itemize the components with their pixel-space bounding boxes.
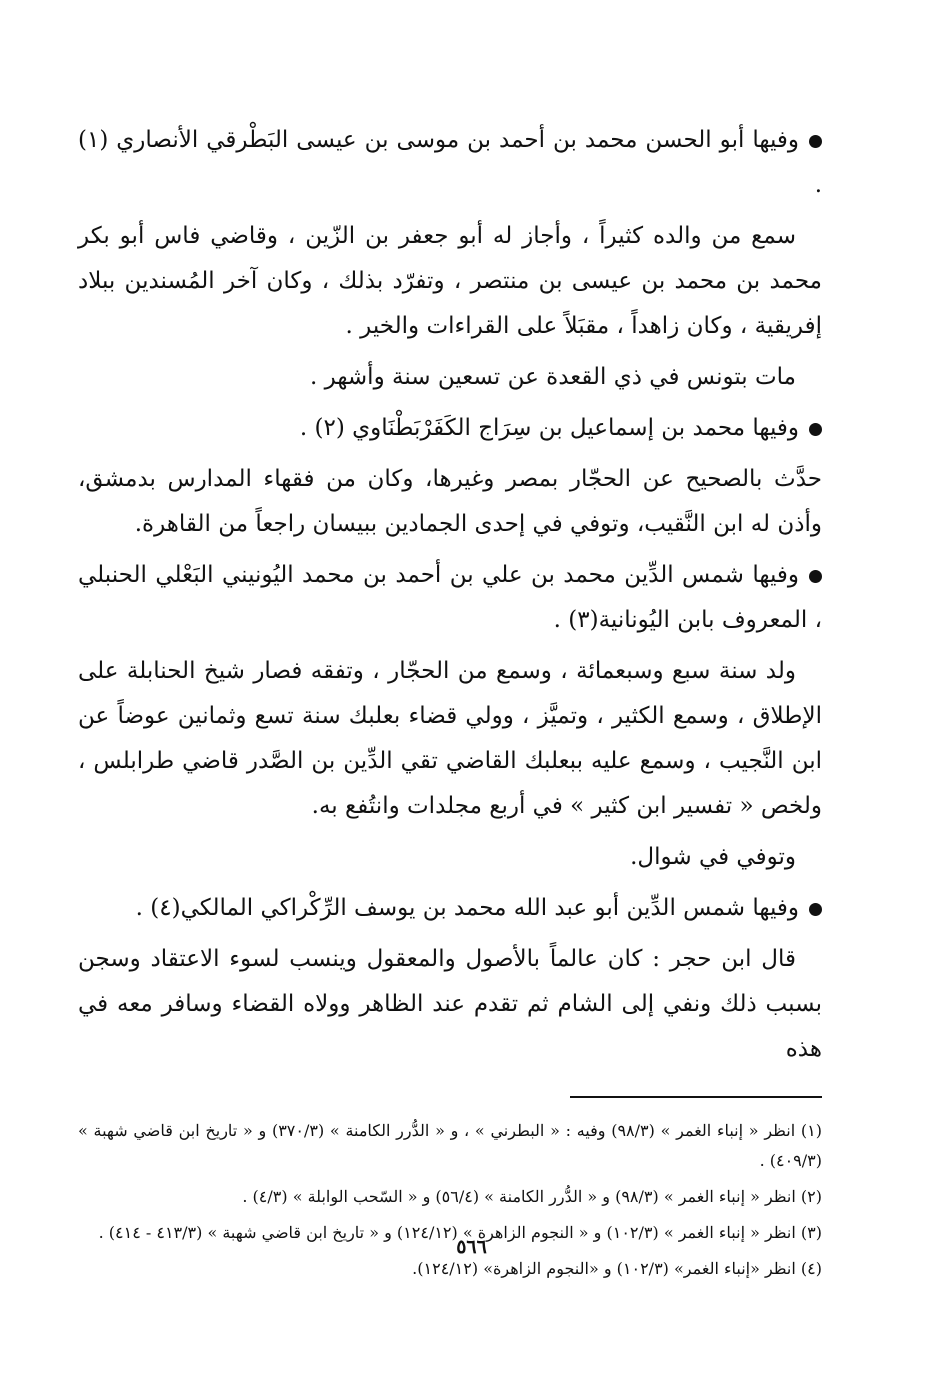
body-paragraph: حدَّث بالصحيح عن الحجّار بمصر وغيرها، وكان من فقهاء المدارس بدمشق، وأذن له ابن النَّقيب، وتوفي في إحدى الجمادين ببيسان راجعاً من القاهرة. bbox=[78, 466, 822, 537]
body-paragraph: قال ابن حجر : كان عالماً بالأصول والمعقول وينسب لسوء الاعتقاد وسجن بسبب ذلك ونفي إلى الشام ثم تقدم عند الظاهر وولاه القضاء وسافر معه في هذه bbox=[78, 946, 822, 1062]
body-paragraph: وتوفي في شوال. bbox=[630, 844, 796, 870]
bullet-dot-icon bbox=[809, 570, 822, 583]
body-paragraph: مات بتونس في ذي القعدة عن تسعين سنة وأشهر . bbox=[310, 364, 796, 390]
entry-paragraph: وفيها شمس الدِّين أبو عبد الله محمد بن يوسف الرِّكْراكي المالكي(٤) . bbox=[78, 886, 822, 931]
footnote-separator bbox=[570, 1096, 822, 1098]
body-paragraph: ولد سنة سبع وسبعمائة ، وسمع من الحجّار ، وتفقه فصار شيخ الحنابلة على الإطلاق ، وسمع الكثير ، وتميَّز ، وولي قضاء بعلبك سنة تسع وثمانين عوضاً عن ابن النَّجيب ، وسمع عليه ببعلبك القاضي تقي الدِّين بن الصَّدر قاضي طرابلس ، ولخص « تفسير ابن كثير » في أربع مجلدات وانتُفع به. bbox=[78, 658, 822, 819]
page-number: ٥٦٦ bbox=[456, 1236, 487, 1258]
footnote-separator-wrap bbox=[78, 1078, 822, 1116]
body-paragraph: سمع من والده كثيراً ، وأجاز له أبو جعفر بن الزّين ، وقاضي فاس أبو بكر محمد بن محمد بن عيسى بن منتصر ، وتفرّد بذلك ، وكان آخر المُسندين ببلاد إفريقية ، وكان زاهداً ، مقبَلاً على القراءات والخير . bbox=[78, 223, 822, 339]
bullet-dot-icon bbox=[809, 903, 822, 916]
footnote: (١) انظر « إنباء الغمر » (٩٨/٣) وفيه : « البطرني » ، و « الدُّرر الكامنة » (٣٧٠/٣) و « تاريخ ابن قاضي شهبة » (٤٠٩/٣) . bbox=[78, 1121, 822, 1170]
entry-paragraph: وفيها شمس الدِّين محمد بن علي بن أحمد بن محمد اليُونيني البَعْلي الحنبلي ، المعروف بابن اليُونانية(٣) . bbox=[78, 562, 822, 633]
main-text bbox=[78, 118, 822, 1290]
footnote: (٣) انظر « إنباء الغمر » (١٠٢/٣) و « النجوم الزاهرة » (١٢٤/١٢) و « تاريخ ابن قاضي شهبة » (٤١٣/٣ - ٤١٤) . bbox=[98, 1223, 822, 1242]
footnote: (٢) انظر « إنباء الغمر » (٩٨/٣) و « الدُّرر الكامنة » (٥٦/٤) و « السّحب الوابلة » (٤/٣) . bbox=[242, 1187, 822, 1206]
footnote: (٤) انظر «إنباء الغمر» (١٠٢/٣) و «النجوم الزاهرة» (١٢٤/١٢). bbox=[412, 1259, 822, 1278]
entry-paragraph: وفيها محمد بن إسماعيل بن سِرَاج الكَفَرْبَطْنَاوي (٢) . bbox=[78, 406, 822, 451]
entry-paragraph: وفيها أبو الحسن محمد بن أحمد بن موسى بن عيسى البَطْرقي الأنصاري (١) . bbox=[78, 127, 822, 198]
footnotes bbox=[78, 1116, 822, 1284]
bullet-dot-icon bbox=[809, 423, 822, 436]
bullet-dot-icon bbox=[809, 135, 822, 148]
